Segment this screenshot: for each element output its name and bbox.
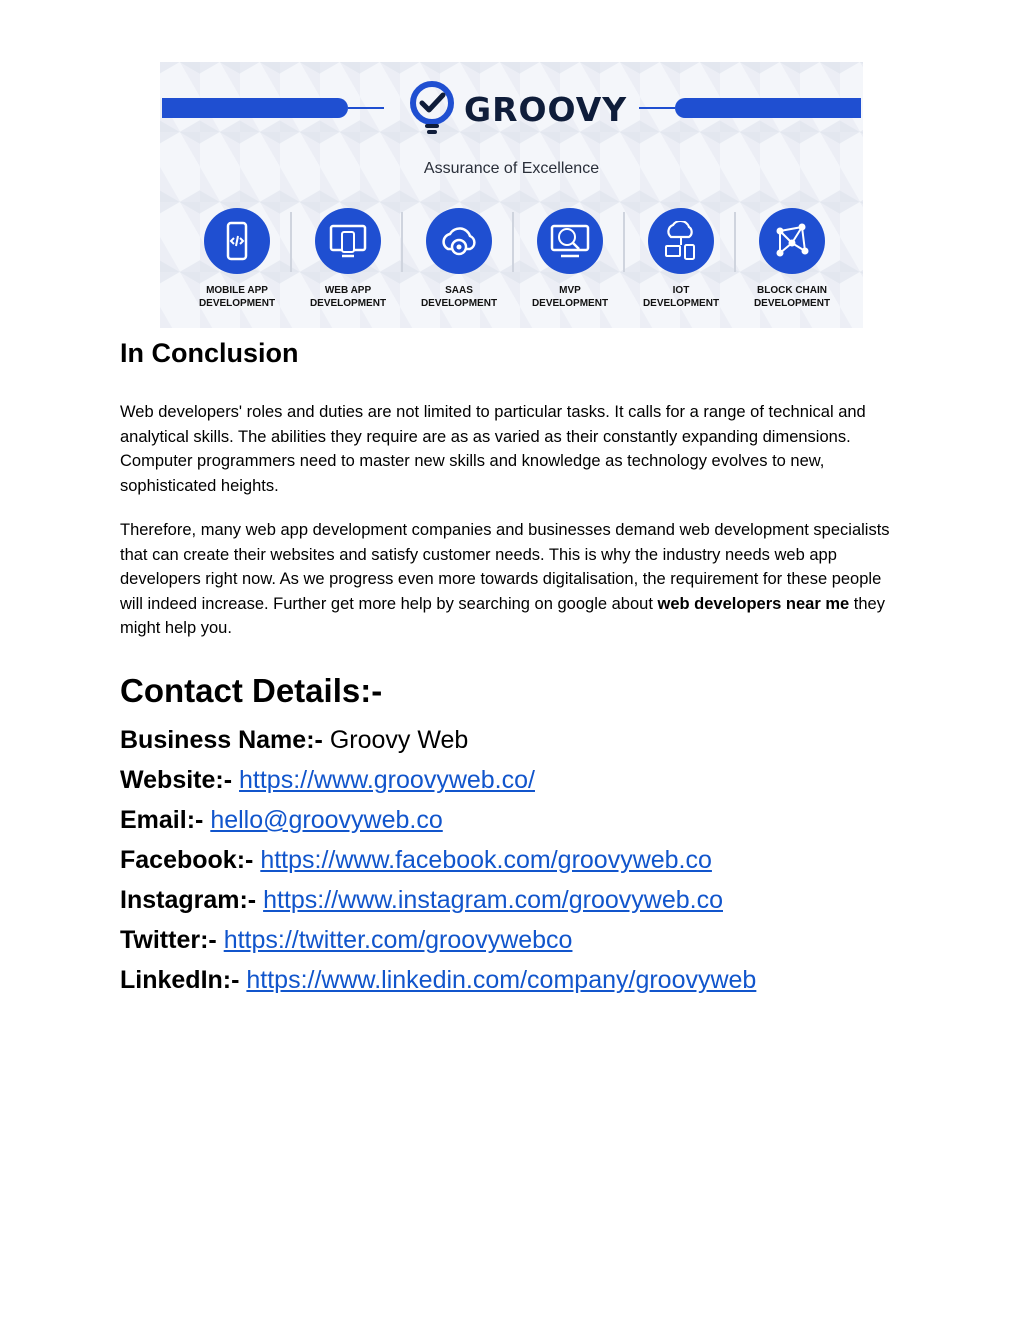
service-label: MVP DEVELOPMENT: [531, 285, 609, 309]
lightbulb-check-icon: [408, 81, 456, 137]
twitter-link[interactable]: https://twitter.com/groovywebco: [223, 926, 573, 954]
service-divider: [401, 212, 403, 272]
service-blockchain: [737, 208, 847, 310]
banner-line-left: [348, 107, 384, 109]
service-iot: [626, 208, 736, 310]
facebook-link[interactable]: https://www.facebook.com/groovyweb.co: [260, 846, 712, 874]
service-label: SAAS DEVELOPMENT: [420, 285, 498, 309]
linkedin-label: LinkedIn:-: [120, 966, 240, 994]
paragraph-text: they might help you.: [120, 594, 885, 637]
service-saas: [404, 208, 514, 310]
web-app-icon: [315, 208, 381, 274]
mvp-monitor-icon: [537, 208, 603, 274]
instagram-row: [120, 882, 756, 922]
linkedin-link[interactable]: https://www.linkedin.com/company/groovyweb: [246, 966, 757, 994]
facebook-row: [120, 842, 756, 882]
service-label: BLOCK CHAIN DEVELOPMENT: [753, 285, 831, 309]
conclusion-paragraph-2: [120, 518, 900, 641]
service-divider: [512, 212, 514, 272]
banner-tagline: Assurance of Excellence: [423, 160, 600, 177]
banner-bar-right: [675, 98, 861, 118]
instagram-link[interactable]: https://www.instagram.com/groovyweb.co: [263, 886, 723, 914]
conclusion-paragraph-1: Web developers' roles and duties are not limited to particular tasks. It calls for a range of technical and analytical skills. The abilities they require are as as varied as their constantly expanding dimensions. Computer programmers need to master new skills and knowledge as technology evolves to new, sophisticated heights.: [120, 403, 866, 495]
brand-name: GROOVY: [464, 89, 628, 129]
twitter-label: Twitter:-: [120, 926, 217, 954]
website-link[interactable]: https://www.groovyweb.co/: [239, 766, 535, 794]
service-label: MOBILE APP DEVELOPMENT: [198, 285, 276, 309]
service-label: WEB APP DEVELOPMENT: [309, 285, 387, 309]
conclusion-heading: In Conclusion: [120, 338, 299, 368]
business-name-label: Business Name:-: [120, 726, 323, 754]
email-link[interactable]: hello@groovyweb.co: [210, 806, 443, 834]
business-name-value: Groovy Web: [329, 726, 469, 754]
service-label: IOT DEVELOPMENT: [642, 285, 720, 309]
banner-line-right: [639, 107, 675, 109]
cloud-gear-icon: [426, 208, 492, 274]
service-divider: [290, 212, 292, 272]
mobile-code-icon: [204, 208, 270, 274]
service-mobile-app: [182, 208, 292, 310]
facebook-label: Facebook:-: [120, 846, 254, 874]
service-mvp: [515, 208, 625, 310]
business-name-row: [120, 722, 756, 762]
service-web-app: [293, 208, 403, 310]
linkedin-row: [120, 962, 756, 1002]
banner-bar-left: [162, 98, 348, 118]
email-row: [120, 802, 756, 842]
bold-keyword: web developers near me: [657, 594, 850, 613]
twitter-row: [120, 922, 756, 962]
email-label: Email:-: [120, 806, 204, 834]
groovy-banner-image: [160, 62, 863, 328]
instagram-label: Instagram:-: [120, 886, 257, 914]
service-divider: [623, 212, 625, 272]
groovy-logo: [408, 81, 627, 137]
paragraph-text: Therefore, many web app development companies and businesses demand web development specialists that can create their websites and satisfy customer needs. This is why the industry needs web app developers right now. As we progress even more towards digitalisation, the requirement for these people will indeed increase. Further get more help by searching on google about: [120, 521, 890, 613]
service-divider: [734, 212, 736, 272]
cloud-devices-icon: [648, 208, 714, 274]
website-row: [120, 762, 756, 802]
services-row: [182, 208, 854, 308]
website-label: Website:-: [120, 766, 233, 794]
network-nodes-icon: [759, 208, 825, 274]
contact-list: [120, 722, 756, 1002]
contact-heading: Contact Details:-: [120, 672, 383, 709]
